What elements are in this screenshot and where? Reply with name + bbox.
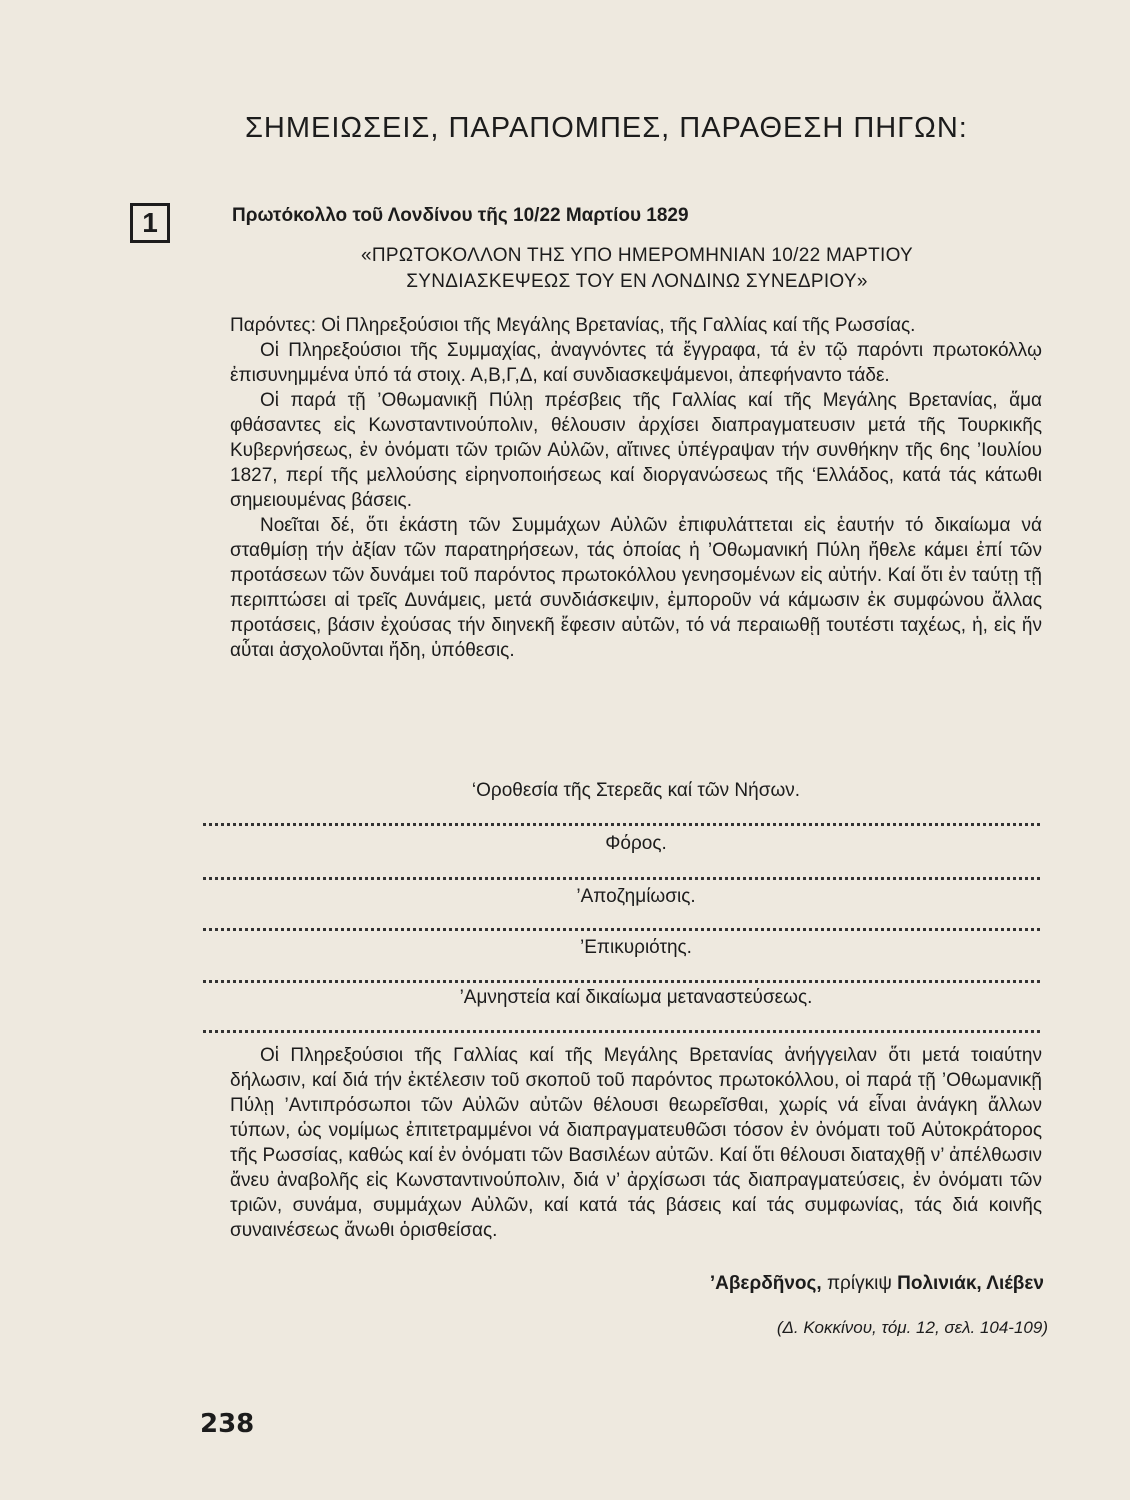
main-text-block xyxy=(230,313,1042,663)
item-compensation: ’Αποζημίωσις. xyxy=(576,886,696,907)
page-heading: ΣΗΜΕΙΩΣΕΙΣ, ΠΑΡΑΠΟΜΠΕΣ, ΠΑΡΑΘΕΣΗ ΠΗΓΩΝ: xyxy=(245,112,968,144)
paragraph-plenipotentiaries: Οἱ Πληρεξούσιοι τῆς Συμμαχίας, ἀναγνόντες τά ἔγγραφα, τά ἐν τῷ παρόντι πρωτοκόλλῳ ἐπισυνημμένα ὑπό τά στοιχ. Α,Β,Γ,Δ, καί συνδιασκεψάμενοι, ἀπεφήναντο τάδε. xyxy=(230,340,1042,386)
section-title: Πρωτόκολλο τοῦ Λονδίνου τῆς 10/22 Μαρτίου 1829 xyxy=(232,205,689,226)
dotted-separator xyxy=(203,1030,1040,1033)
dotted-separator xyxy=(203,877,1040,880)
paragraph-ambassadors: Οἱ παρά τῇ ’Οθωμανικῇ Πύλῃ πρέσβεις τῆς Γαλλίας καί τῆς Μεγάλης Βρετανίας, ἅμα φθάσαντες εἰς Κωνσταντινούπολιν, θέλουσιν ἀρχίσει διαπραγματευσιν μετά τῆς Τουρκικῆς Κυβερνήσεως, ἐν ὀνόματι τῶν τριῶν Αὐλῶν, αἵτινες ὑπέγραψαν τήν συνθήκην τῆς 6ης ’Ιουλίου 1827, περί τῆς μελλούσης εἰρηνοποιήσεως καί διοργανώσεως τῆς ‘Ελλάδος, κατά τάς κάτωθι σημειουμένας βάσεις. xyxy=(230,390,1042,511)
signature-line xyxy=(710,1273,1044,1295)
dotted-separator xyxy=(203,980,1040,983)
item-tribute: Φόρος. xyxy=(605,833,667,854)
signatory-polignac-lieven: Πολινιάκ, Λιέβεν xyxy=(897,1273,1044,1294)
source-citation: (Δ. Κοκκίνου, τόμ. 12, σελ. 104-109) xyxy=(776,1318,1048,1337)
signatory-title: πρίγκιψ xyxy=(826,1273,892,1294)
dotted-separator xyxy=(203,823,1040,826)
item-suzerainty: ’Επικυριότης. xyxy=(580,937,692,958)
protocol-caption-line-1: «ΠΡΩΤΟΚΟΛΛΟΝ ΤΗΣ ΥΠΟ ΗΜΕΡΟΜΗΝΙΑΝ 10/22 ΜΑΡΤΙΟΥ xyxy=(360,245,914,266)
note-number-box: 1 xyxy=(130,203,170,243)
paragraph-present: Παρόντες: Οἱ Πληρεξούσιοι τῆς Μεγάλης Βρετανίας, τῆς Γαλλίας καί τῆς Ρωσσίας. xyxy=(230,315,916,336)
paragraph-closing: Οἱ Πληρεξούσιοι τῆς Γαλλίας καί τῆς Μεγάλης Βρετανίας ἀνήγγειλαν ὅτι μετά τοιαύτην δήλωσιν, καί διά τήν ἐκτέλεσιν τοῦ σκοποῦ τοῦ παρόντος πρωτοκόλλου, οἱ παρά τῇ ’Οθωμανικῇ Πύλῃ ’Αντιπρόσωποι τῶν Αὐλῶν αὐτῶν θέλουσι θεωρεῖσθαι, χωρίς νά εἶναι ἀνάγκη ἄλλων τύπων, ὡς νομίμως ἐπιτετραμμένοι νά διαπραγματευθῶσι τόσον ἐν ὀνόματι τοῦ Αὐτοκράτορος τῆς Ρωσσίας, καθώς καί ἐν ὀνόματι τῶν Βασιλέων αὐτῶν. Καί ὅτι θέλουσι διαταχθῇ ν’ ἀπέλθωσιν ἄνευ ἀναβολῆς εἰς Κωνσταντινούπολιν, διά ν’ ἀρχίσωσι τάς διαπραγματεύσεις, ἐν ὀνόματι τῶν τριῶν, συνάμα, συμμάχων Αὐλῶν, καί κατά τάς βάσεις καί τάς συμφωνίας, τάς διά κοινῆς συναινέσεως ἄνωθι ὁρισθείσας. xyxy=(230,1045,1042,1241)
signatory-aberdeen: ’Αβερδῆνος, xyxy=(709,1273,822,1294)
item-amnesty: ’Αμνηστεία καί δικαίωμα μεταναστεύσεως. xyxy=(459,987,813,1008)
item-borders: ‘Οροθεσία τῆς Στερεᾶς καί τῶν Νήσων. xyxy=(471,780,801,801)
closing-text-block xyxy=(230,1043,1042,1243)
protocol-caption-line-2: ΣΥΝΔΙΑΣΚΕΨΕΩΣ ΤΟΥ ΕΝ ΛΟΝΔΙΝΩ ΣΥΝΕΔΡΙΟΥ» xyxy=(406,271,868,292)
paragraph-reservation: Νοεῖται δέ, ὅτι ἑκάστη τῶν Συμμάχων Αὐλῶν ἐπιφυλάττεται εἰς ἑαυτήν τό δικαίωμα νά σταθμίσῃ τήν ἀξίαν τῶν παρατηρήσεων, τάς ὁποίας ἡ ’Οθωμανική Πύλη ἤθελε κάμει ἐπί τῶν προτάσεων τῶν δυνάμει τοῦ παρόντος πρωτοκόλλου γενησομένων εἰς αὐτήν. Καί ὅτι ἐν ταύτῃ τῇ περιπτώσει αἱ τρεῖς Δυνάμεις, μετά συνδιάσκεψιν, ἐμποροῦν νά κάμωσιν ἐκ συμφώνου ἄλλας προτάσεις, βάσιν ἐχούσας τήν διηνεκῆ ἔφεσιν αὐτῶν, τό νά περαιωθῇ τουτέστι ταχέως, ἡ, εἰς ἥν αὗται ἀσχολοῦνται ἤδη, ὑπόθεσις. xyxy=(230,515,1042,661)
page-number: 238 xyxy=(200,1409,255,1439)
dotted-separator xyxy=(203,928,1040,931)
